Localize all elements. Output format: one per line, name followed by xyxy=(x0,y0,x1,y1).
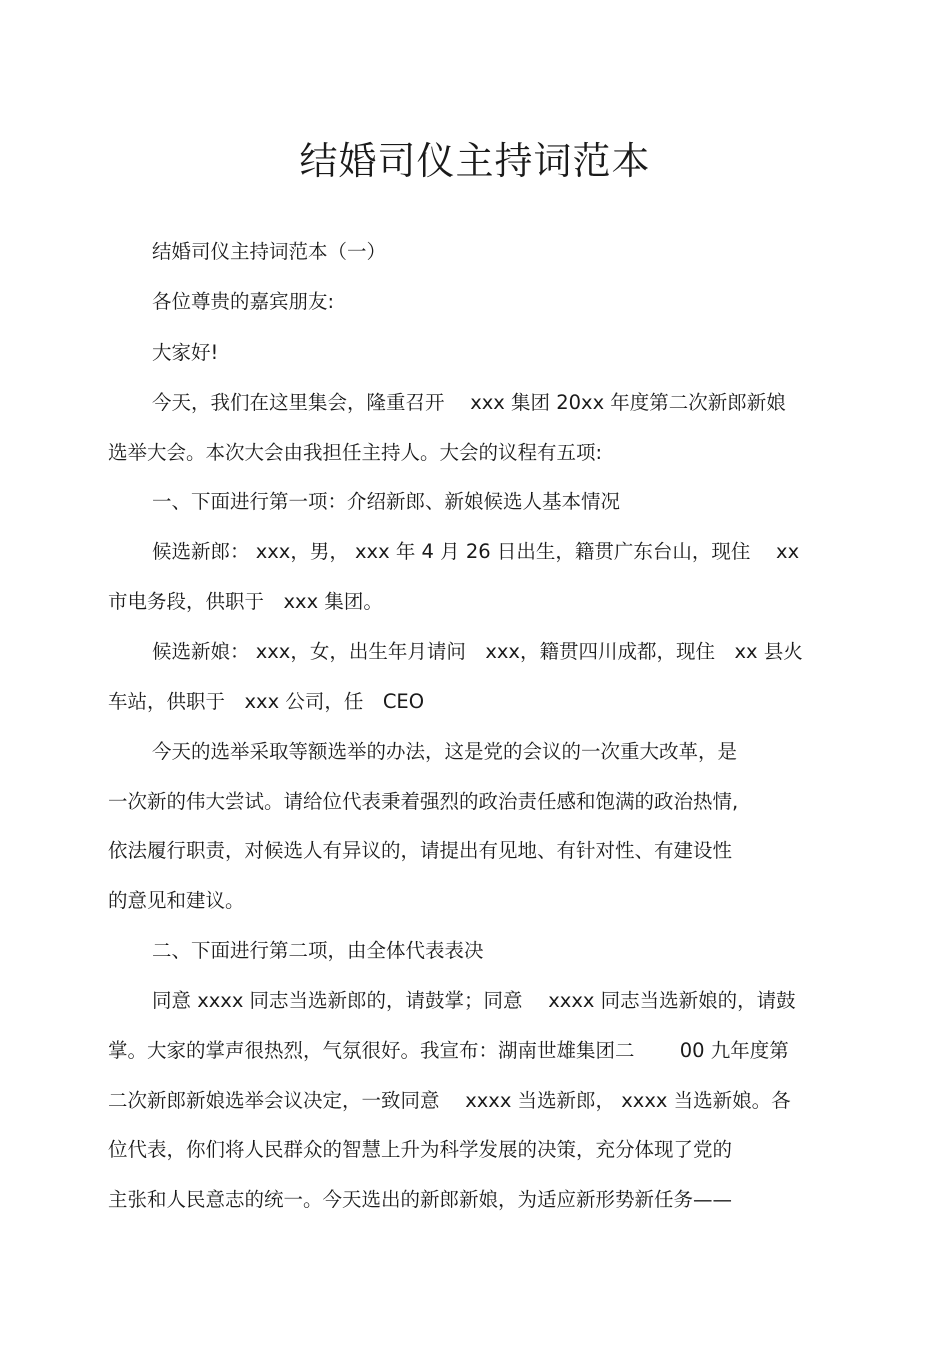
paragraph-line: 位代表，你们将人民群众的智慧上升为科学发展的决策，充分体现了党的 xyxy=(108,1138,733,1161)
paragraph-line: 今天的选举采取等额选举的办法，这是党的会议的一次重大改革，是 xyxy=(152,740,738,763)
salutation-line: 各位尊贵的嘉宾朋友: xyxy=(152,290,335,313)
paragraph-line: 主张和人民意志的统一。今天选出的新郎新娘，为适应新形势新任务—— xyxy=(108,1188,733,1211)
paragraph-line: 市电务段，供职于 xxx 集团。 xyxy=(108,590,383,613)
paragraph-line: 选举大会。本次大会由我担任主持人。大会的议程有五项: xyxy=(108,441,603,464)
paragraph-line: 掌。大家的掌声很热烈，气氛很好。我宣布：湖南世雄集团二 00 九年度第 xyxy=(108,1039,789,1062)
paragraph-line: 同意 xxxx 同志当选新郎的，请鼓掌；同意 xxxx 同志当选新娘的，请鼓 xyxy=(152,989,796,1012)
agenda-item-heading: 一、下面进行第一项：介绍新郎、新娘候选人基本情况 xyxy=(152,490,621,513)
agenda-item-heading: 二、下面进行第二项，由全体代表表决 xyxy=(152,939,484,962)
paragraph-line: 二次新郎新娘选举会议决定，一致同意 xxxx 当选新郎， xxxx 当选新娘。各 xyxy=(108,1089,791,1112)
paragraph-line: 一次新的伟大尝试。请给位代表秉着强烈的政治责任感和饱满的政治热情, xyxy=(108,790,739,813)
section-heading: 结婚司仪主持词范本（一） xyxy=(152,240,387,263)
paragraph-line: 候选新郎： xxx，男， xxx 年 4 月 26 日出生，籍贯广东台山，现住 xx xyxy=(152,540,800,563)
paragraph-line: 车站，供职于 xxx 公司，任 CEO xyxy=(108,690,425,713)
paragraph-line: 的意见和建议。 xyxy=(108,889,245,912)
paragraph-line: 候选新娘： xxx，女，出生年月请问 xxx，籍贯四川成都，现住 xx 县火 xyxy=(152,640,803,663)
document-title: 结婚司仪主持词范本 xyxy=(299,139,651,183)
paragraph-line: 今天，我们在这里集会，隆重召开 xxx 集团 20xx 年度第二次新郎新娘 xyxy=(152,391,786,414)
paragraph-line: 依法履行职责，对候选人有异议的，请提出有见地、有针对性、有建设性 xyxy=(108,839,733,862)
greeting-line: 大家好! xyxy=(152,341,219,364)
